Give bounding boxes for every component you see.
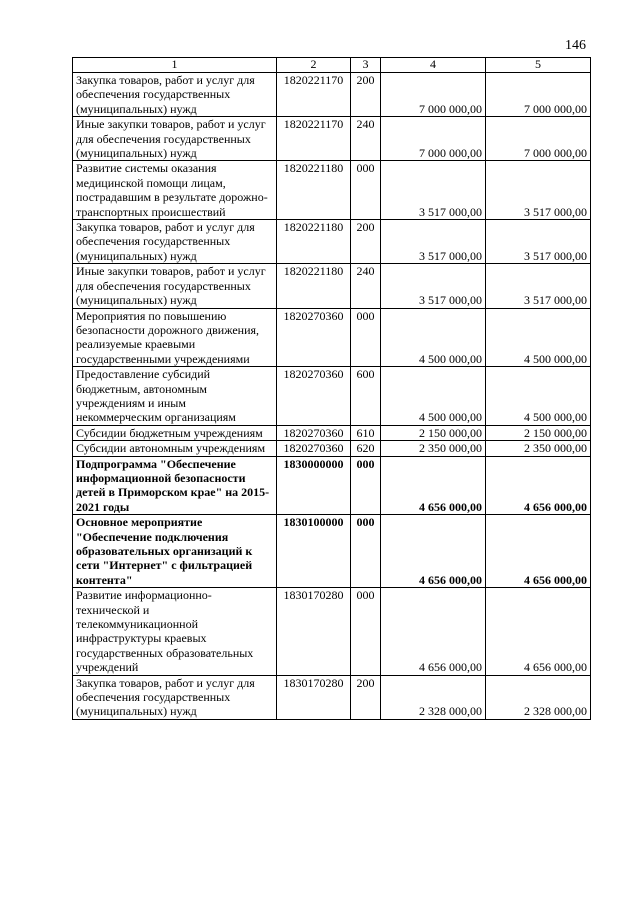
row-target-code: 1820221180 — [277, 264, 351, 308]
row-amount-col5: 4 656 000,00 — [486, 588, 591, 675]
table-row — [73, 675, 591, 719]
row-expense-type: 610 — [351, 425, 381, 440]
row-target-code: 1820221170 — [277, 117, 351, 161]
row-amount-col5: 7 000 000,00 — [486, 73, 591, 117]
header-col-4: 4 — [381, 58, 486, 73]
row-expense-type: 000 — [351, 308, 381, 367]
row-target-code: 1830000000 — [277, 456, 351, 515]
row-target-code: 1820270360 — [277, 441, 351, 456]
table-row — [73, 117, 591, 161]
row-expense-type: 000 — [351, 515, 381, 588]
row-expense-type: 200 — [351, 675, 381, 719]
row-amount-col4: 2 328 000,00 — [381, 675, 486, 719]
row-amount-col5: 3 517 000,00 — [486, 161, 591, 220]
row-name: Подпрограмма "Обеспечение информационной безопасности детей в Приморском крае" на 2015-2021 годы — [73, 456, 277, 515]
row-name: Субсидии автономным учреждениям — [73, 441, 277, 456]
table-row — [73, 588, 591, 675]
table-row — [73, 161, 591, 220]
row-amount-col4: 4 656 000,00 — [381, 588, 486, 675]
row-expense-type: 600 — [351, 367, 381, 426]
row-name: Закупка товаров, работ и услуг для обеспечения государственных (муниципальных) нужд — [73, 675, 277, 719]
row-amount-col4: 2 150 000,00 — [381, 425, 486, 440]
table-row — [73, 308, 591, 367]
row-target-code: 1820221170 — [277, 73, 351, 117]
row-amount-col4: 4 656 000,00 — [381, 515, 486, 588]
row-amount-col5: 3 517 000,00 — [486, 264, 591, 308]
row-amount-col5: 4 656 000,00 — [486, 456, 591, 515]
row-amount-col4: 4 500 000,00 — [381, 308, 486, 367]
row-target-code: 1820270360 — [277, 425, 351, 440]
header-col-3: 3 — [351, 58, 381, 73]
row-amount-col4: 7 000 000,00 — [381, 117, 486, 161]
row-amount-col4: 4 656 000,00 — [381, 456, 486, 515]
row-name: Иные закупки товаров, работ и услуг для обеспечения государственных (муниципальных) нужд — [73, 117, 277, 161]
row-target-code: 1820270360 — [277, 308, 351, 367]
row-name: Иные закупки товаров, работ и услуг для обеспечения государственных (муниципальных) нужд — [73, 264, 277, 308]
row-expense-type: 240 — [351, 117, 381, 161]
row-amount-col4: 3 517 000,00 — [381, 264, 486, 308]
row-expense-type: 000 — [351, 161, 381, 220]
row-amount-col5: 2 150 000,00 — [486, 425, 591, 440]
row-name: Закупка товаров, работ и услуг для обеспечения государственных (муниципальных) нужд — [73, 73, 277, 117]
table-row — [73, 425, 591, 440]
row-amount-col5: 4 656 000,00 — [486, 515, 591, 588]
table-row — [73, 220, 591, 264]
row-amount-col5: 7 000 000,00 — [486, 117, 591, 161]
header-col-2: 2 — [277, 58, 351, 73]
row-expense-type: 200 — [351, 220, 381, 264]
row-amount-col4: 3 517 000,00 — [381, 220, 486, 264]
row-expense-type: 240 — [351, 264, 381, 308]
row-amount-col4: 7 000 000,00 — [381, 73, 486, 117]
table-row — [73, 264, 591, 308]
table-header-row — [73, 58, 591, 73]
row-name: Мероприятия по повышению безопасности дорожного движения, реализуемые краевыми государственными учреждениями — [73, 308, 277, 367]
header-col-5: 5 — [486, 58, 591, 73]
table-row — [73, 456, 591, 515]
row-target-code: 1820221180 — [277, 220, 351, 264]
row-amount-col4: 4 500 000,00 — [381, 367, 486, 426]
row-target-code: 1820270360 — [277, 367, 351, 426]
row-target-code: 1820221180 — [277, 161, 351, 220]
row-name: Закупка товаров, работ и услуг для обеспечения государственных (муниципальных) нужд — [73, 220, 277, 264]
row-target-code: 1830100000 — [277, 515, 351, 588]
row-target-code: 1830170280 — [277, 675, 351, 719]
table-row — [73, 367, 591, 426]
row-amount-col4: 3 517 000,00 — [381, 161, 486, 220]
table-row — [73, 73, 591, 117]
row-expense-type: 000 — [351, 588, 381, 675]
row-target-code: 1830170280 — [277, 588, 351, 675]
row-name: Развитие системы оказания медицинской помощи лицам, пострадавшим в результате дорожно-транспортных происшествий — [73, 161, 277, 220]
row-name: Субсидии бюджетным учреждениям — [73, 425, 277, 440]
row-amount-col5: 4 500 000,00 — [486, 308, 591, 367]
row-amount-col5: 2 328 000,00 — [486, 675, 591, 719]
row-amount-col5: 3 517 000,00 — [486, 220, 591, 264]
row-expense-type: 000 — [351, 456, 381, 515]
header-col-1: 1 — [73, 58, 277, 73]
budget-table — [72, 57, 591, 720]
row-name: Развитие информационно-технической и телекоммуникационной инфраструктуры краевых государственных образовательных учреждений — [73, 588, 277, 675]
row-name: Основное мероприятие "Обеспечение подключения образовательных организаций к сети "Интернет" с фильтрацией контента" — [73, 515, 277, 588]
row-amount-col4: 2 350 000,00 — [381, 441, 486, 456]
row-expense-type: 620 — [351, 441, 381, 456]
table-row — [73, 515, 591, 588]
row-amount-col5: 4 500 000,00 — [486, 367, 591, 426]
table-row — [73, 441, 591, 456]
row-name: Предоставление субсидий бюджетным, автономным учреждениям и иным некоммерческим организациям — [73, 367, 277, 426]
page-number: 146 — [565, 38, 586, 53]
row-amount-col5: 2 350 000,00 — [486, 441, 591, 456]
row-expense-type: 200 — [351, 73, 381, 117]
